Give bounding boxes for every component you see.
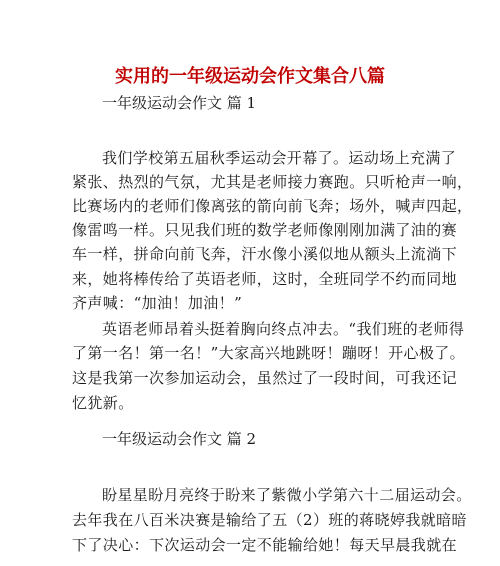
paragraph-line: 像雷鸣一样。只见我们班的数学老师像刚刚加满了油的赛	[72, 221, 458, 239]
paragraph-line: 盼星星盼月亮终于盼来了紫微小学第六十二届运动会。	[102, 486, 472, 504]
paragraph-line: 比赛场内的老师们像离弦的箭向前飞奔；场外，喊声四起，	[72, 197, 473, 215]
paragraph-line: 忆犹新。	[72, 394, 134, 412]
paragraph-line: 车一样，拼命向前飞奔，汗水像小溪似地从额头上流淌下	[72, 245, 458, 263]
paragraph-line: 英语老师昂着头挺着胸向终点冲去。“我们班的老师得	[102, 320, 465, 338]
section-heading-2: 一年级运动会作文 篇 2	[102, 430, 257, 448]
section-heading-1: 一年级运动会作文 篇 1	[102, 94, 257, 112]
paragraph-line: 我们学校第五届秋季运动会开幕了。运动场上充满了	[102, 149, 457, 167]
paragraph-line: 这是我第一次参加运动会，虽然过了一段时间，可我还记	[72, 369, 458, 387]
paragraph-line: 齐声喊：“加油！加油！”	[72, 294, 243, 312]
paragraph-line: 紧张、热烈的气氛，尤其是老师接力赛跑。只听枪声一响，	[72, 173, 473, 191]
paragraph-line: 来，她将棒传给了英语老师，这时，全班同学不约而同地	[72, 270, 458, 288]
paragraph-line: 下了决心：下次运动会一定不能输给她！每天早晨我就在	[72, 536, 458, 554]
document-title: 实用的一年级运动会作文集合八篇	[115, 66, 385, 87]
paragraph-line: 了第一名！第一名！”大家高兴地跳呀！蹦呀！开心极了。	[72, 344, 466, 362]
paragraph-line: 去年我在八百米决赛是输给了五（2）班的蒋晓婷我就暗暗	[72, 511, 467, 529]
